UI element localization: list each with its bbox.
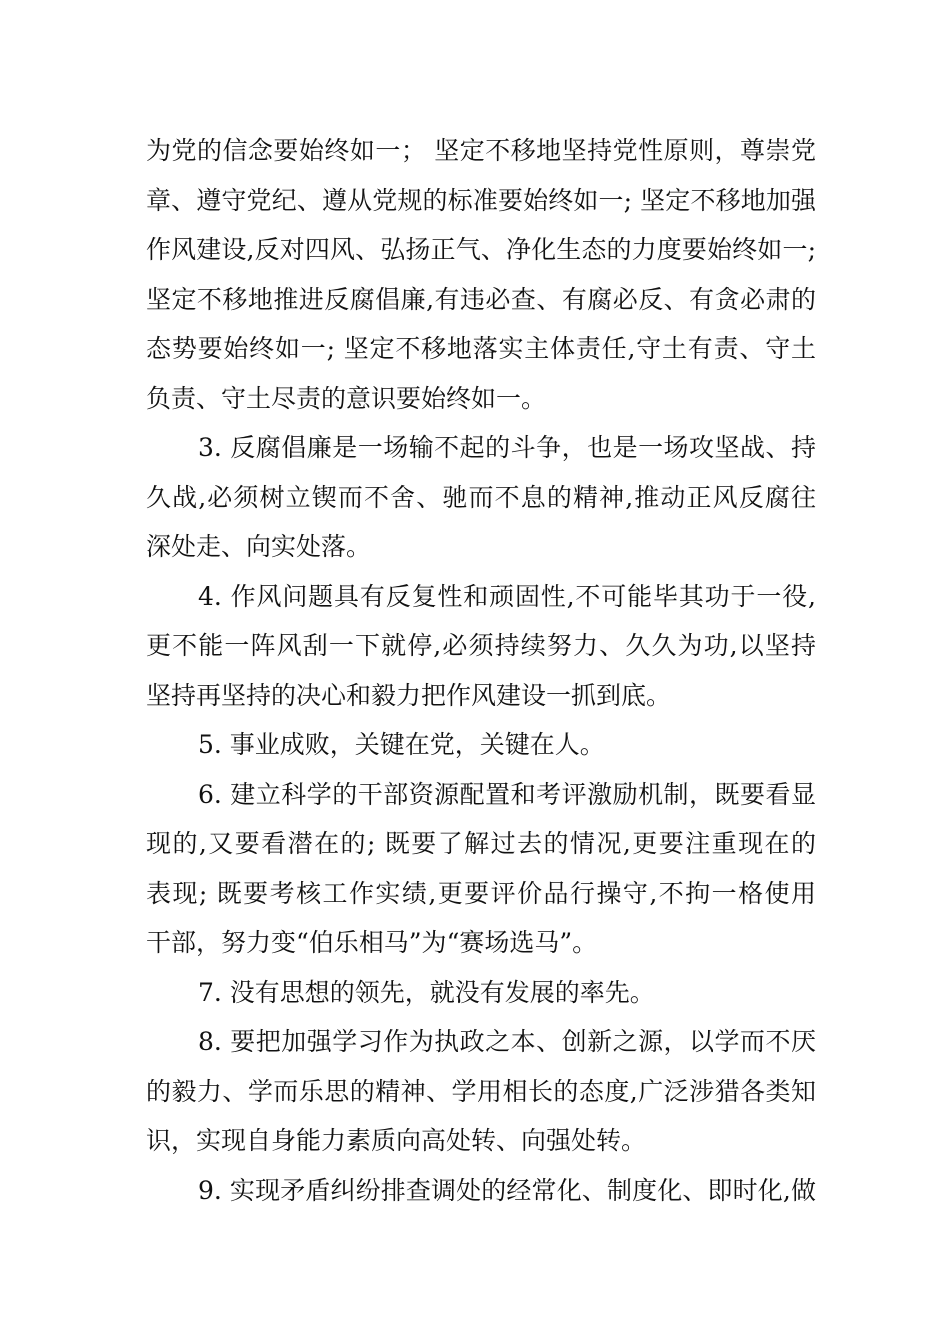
text-line: 表现; 既要考核工作实绩,更要评价品行操守,不拘一格使用 — [146, 878, 816, 908]
text-line: 的毅力、学而乐思的精神、学用相长的态度,广泛涉猎各类知 — [146, 1076, 816, 1106]
text-line: 作风建设,反对四风、弘扬正气、净化生态的力度要始终如一; — [146, 235, 816, 264]
text-line: 4. 作风问题具有反复性和顽固性,不可能毕其功于一役, — [198, 581, 816, 611]
text-line: 深处走、向实处落。 — [146, 532, 372, 561]
text-line: 3. 反腐倡廉是一场输不起的斗争，也是一场攻坚战、持 — [198, 433, 816, 462]
text-line: 负责、守土尽责的意识要始终如一。 — [146, 383, 547, 413]
text-line: 9. 实现矛盾纠纷排查调处的经常化、制度化、即时化,做 — [198, 1175, 816, 1205]
text-line: 现的,又要看潜在的; 既要了解过去的情况,更要注重现在的 — [146, 829, 816, 858]
text-line: 5. 事业成败，关键在党，关键在人。 — [198, 730, 605, 759]
text-line: 态势要始终如一; 坚定不移地落实主体责任,守土有责、守土 — [146, 334, 816, 363]
document-body — [146, 126, 816, 1215]
text-line: 7. 没有思想的领先，就没有发展的率先。 — [198, 977, 655, 1007]
text-line: 久战,必须树立锲而不舍、驰而不息的精神,推动正风反腐往 — [146, 482, 816, 512]
text-line: 为党的信念要始终如一； 坚定不移地坚持党性原则，尊崇党 — [146, 136, 816, 165]
text-line: 坚持再坚持的决心和毅力把作风建设一抓到底。 — [146, 680, 672, 710]
text-line: 干部，努力变“伯乐相马”为“赛场选马”。 — [146, 928, 598, 957]
text-line: 8. 要把加强学习作为执政之本、创新之源，以学而不厌 — [198, 1027, 816, 1056]
text-line: 更不能一阵风刮一下就停,必须持续努力、久久为功,以坚持 — [146, 631, 816, 660]
text-line: 识，实现自身能力素质向高处转、向强处转。 — [146, 1126, 647, 1155]
text-line: 坚定不移地推进反腐倡廉,有违必查、有腐必反、有贪必肃的 — [146, 284, 816, 314]
text-line: 章、遵守党纪、遵从党规的标准要始终如一; 坚定不移地加强 — [146, 185, 816, 215]
text-line: 6. 建立科学的干部资源配置和考评激励机制，既要看显 — [198, 779, 816, 809]
